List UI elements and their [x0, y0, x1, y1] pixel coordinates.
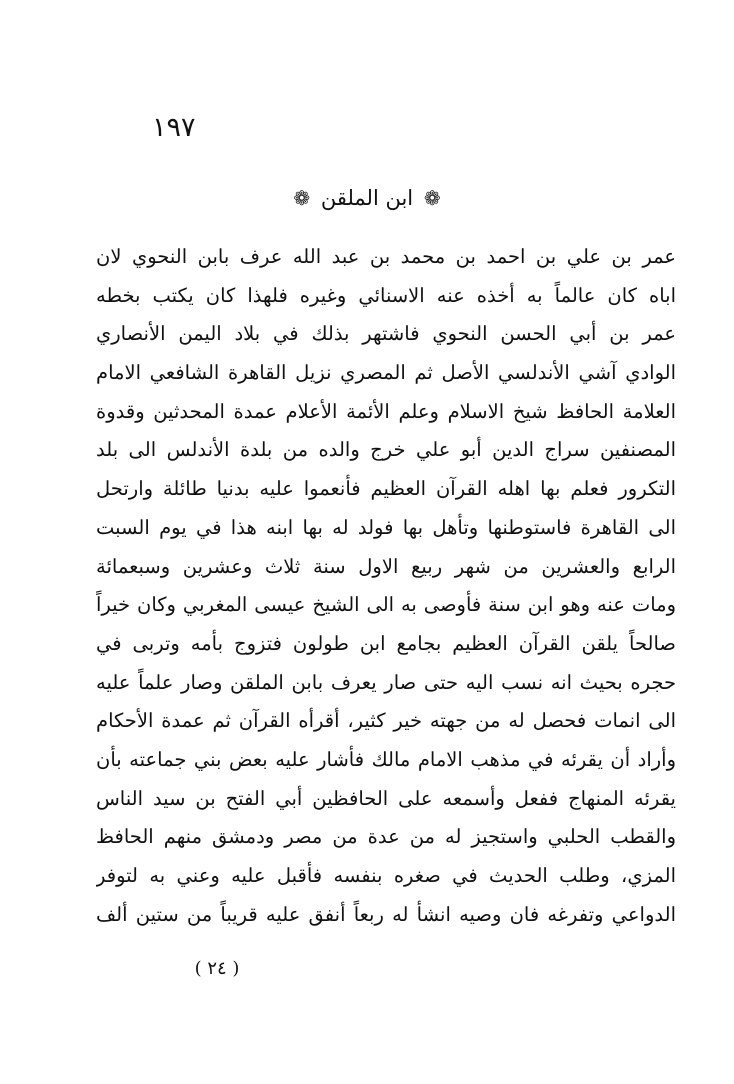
text-line: التكرور فعلم بها اهله القرآن العظيم فأنعموا عليه بدنيا طائلة وارتحل — [96, 477, 676, 501]
text-line: المزي، وطلب الحديث في صغره بنفسه فأقبل عليه وعني به لتوفر — [96, 864, 676, 887]
text-line: ومات عنه وهو ابن سنة فأوصى به الى الشيخ عيسى المغربي وكان خيراً — [96, 593, 676, 617]
text-line: الرابع والعشرين من شهر ربيع الاول سنة ثلاث وعشرين وسبعمائة — [96, 554, 676, 578]
text-line: المصنفين سراج الدين أبو علي خرج والده من بلدة الأندلس الى بلد — [96, 438, 676, 462]
text-line: وأراد أن يقرئه في مذهب الامام مالك فأشار عليه بعض بني جماعته بأن — [96, 747, 676, 771]
signature-mark: ( ٢٤ ) — [194, 958, 240, 979]
text-line: الوادي آشي الأندلسي الأصل ثم المصري نزيل القاهرة الشافعي الامام — [96, 361, 676, 385]
text-line: حجره بحيث انه نسب اليه حتى صار يعرف بابن الملقن وصار علماً عليه — [96, 670, 676, 694]
text-line: العلامة الحافظ شيخ الاسلام وعلم الأئمة الأعلام عمدة المحدثين وقدوة — [96, 399, 676, 423]
ornament-left-icon: ❁ — [293, 186, 311, 210]
ornament-right-icon: ❁ — [423, 186, 441, 210]
text-line: والقطب الحلبي واستجيز له من عدة من مصر ودمشق منهم الحافظ — [96, 825, 676, 849]
body-text — [96, 238, 676, 934]
section-heading — [0, 186, 734, 210]
heading-title: ابن الملقن — [320, 186, 414, 210]
text-line: الى انمات فحصل له من جهته خير كثير، أقرأه القرآن ثم عمدة الأحكام — [96, 709, 676, 733]
text-line: اباه كان عالماً به أخذه عنه الاسنائي وغيره فلهذا كان يكتب بخطه — [96, 283, 676, 307]
text-line: عمر بن علي بن احمد بن محمد بن عبد الله عرف بابن النحوي لان — [96, 245, 676, 268]
text-line: عمر بن أبي الحسن النحوي فاشتهر بذلك في بلاد اليمن الأنصاري — [96, 322, 676, 346]
text-line: الدواعي وتفرغه فان وصيه انشأ له ربعاً أنفق عليه قريباً من ستين ألف — [96, 902, 676, 926]
text-line: صالحاً يلقن القرآن العظيم بجامع ابن طولون فتزوج بأمه وتربى في — [96, 631, 676, 655]
page-number: ١٩٧ — [152, 112, 196, 143]
text-line: يقرئه المنهاج ففعل وأسمعه على الحافظين أبي الفتح بن سيد الناس — [96, 786, 676, 810]
text-line: الى القاهرة فاستوطنها وتأهل بها فولد له بها ابنه هذا في يوم السبت — [96, 515, 676, 539]
